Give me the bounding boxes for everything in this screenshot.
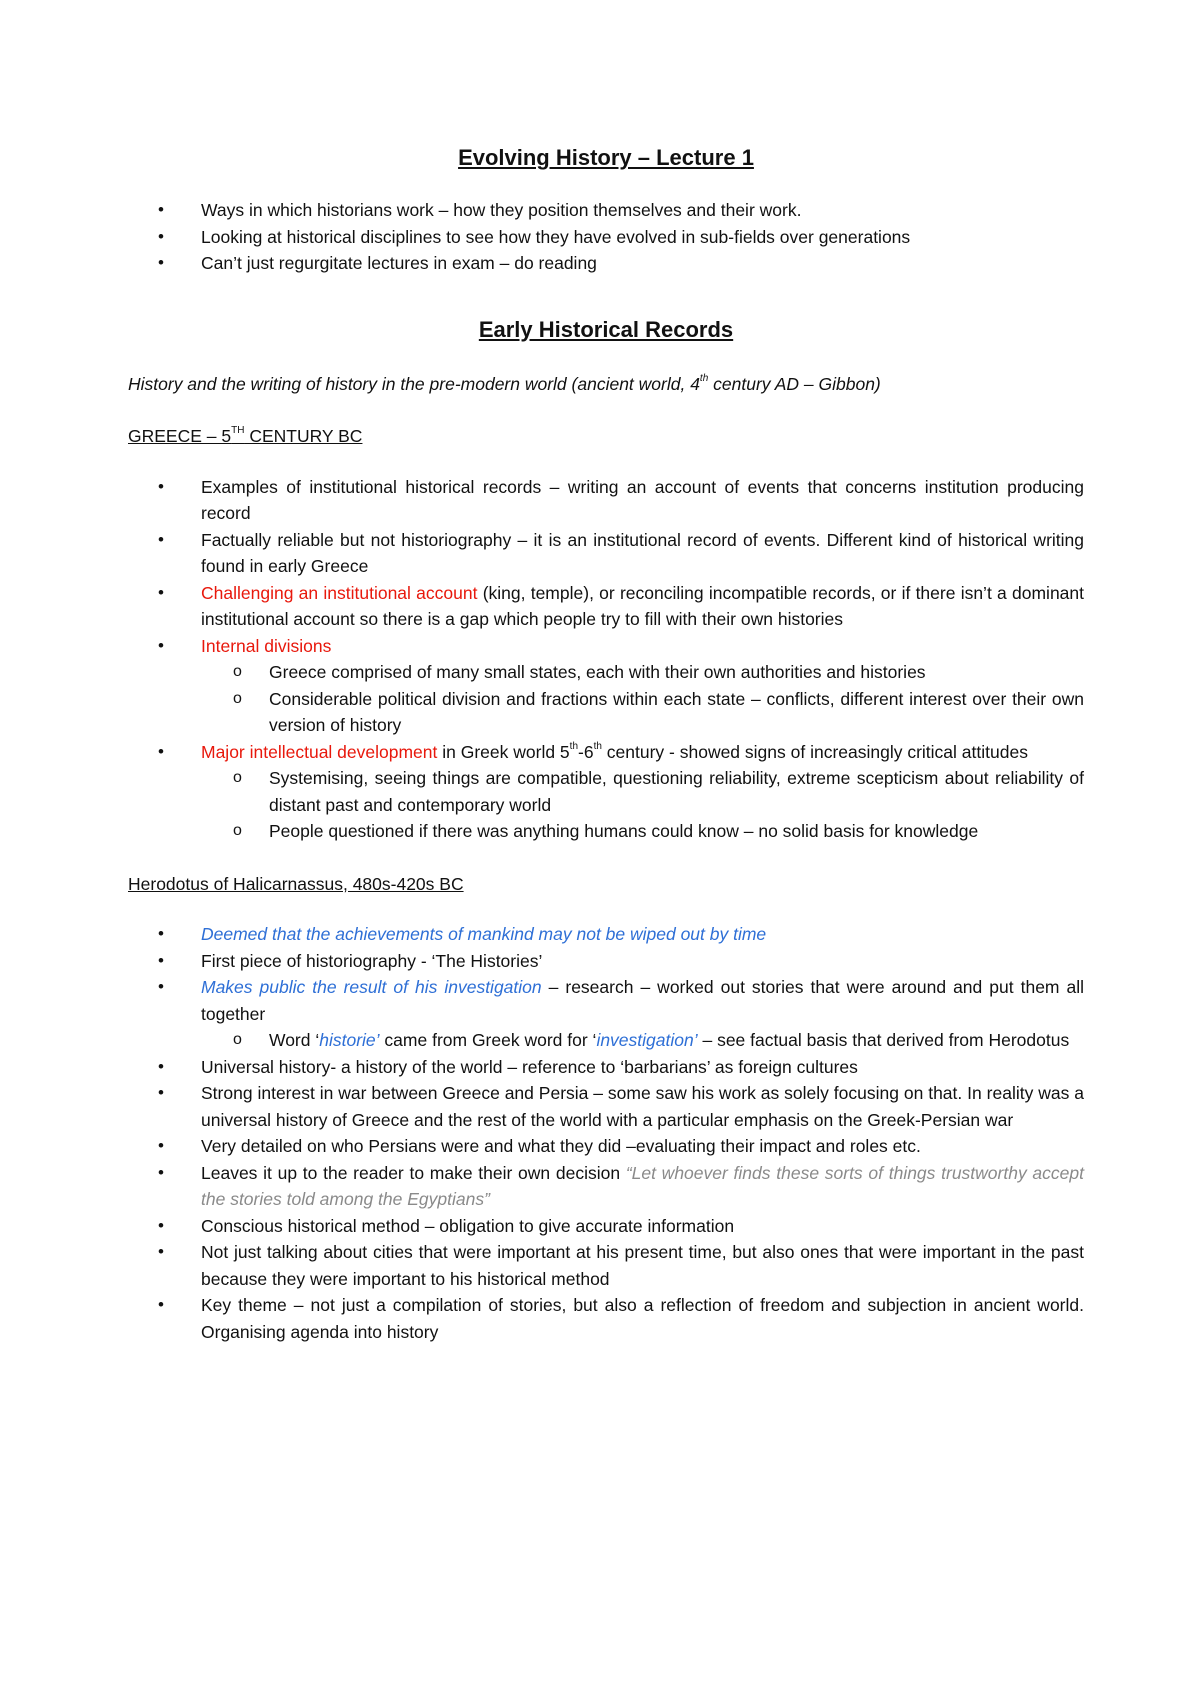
highlight-red: Challenging an institutional account (201, 582, 478, 603)
superscript: th (699, 372, 709, 384)
list-item (128, 974, 1084, 1054)
greece-bullet-list (128, 474, 1084, 845)
list-item: • Ways in which historians work – how they position themselves and their work. (128, 197, 1084, 224)
document-body (128, 143, 1084, 1345)
highlight-red: Internal divisions (201, 635, 332, 656)
list-item (128, 580, 1084, 633)
heading-text: CENTURY BC (244, 426, 363, 446)
page-title: Evolving History – Lecture 1 (458, 145, 754, 170)
item-text: (king, temple), or reconciling incompatible records, or if there isn’t a dominant institutional account so there is a gap which people try to fill with their own histories (201, 582, 1085, 629)
list-item: • Conscious historical method – obligation to give accurate information (128, 1213, 1084, 1240)
list-item: • Not just talking about cities that were important at his present time, but also ones that were important in the past because they were important to his historical method (128, 1239, 1084, 1292)
item-text: -6 (578, 741, 594, 762)
item-text: came from Greek word for ‘ (379, 1030, 597, 1050)
item-text: – see factual basis that derived from Herodotus (697, 1030, 1070, 1050)
list-item: • Examples of institutional historical records – writing an account of events that concerns institution producing record (128, 474, 1084, 527)
superscript: th (593, 740, 602, 752)
superscript: th (569, 740, 579, 752)
herodotus-heading: Herodotus of Halicarnassus, 480s-420s BC (128, 873, 464, 894)
greece-heading (128, 423, 1084, 450)
sub-list (196, 765, 1084, 845)
item-text: century - showed signs of increasingly critical attitudes (601, 741, 1028, 762)
item-text: – research – worked out stories that were around and put them all together (201, 977, 1085, 1024)
list-item: • Universal history- a history of the world – reference to ‘barbarians’ as foreign cultures (128, 1054, 1084, 1081)
intro-text: History and the writing of history in the pre-modern world (ancient world, 4 (128, 373, 700, 394)
item-text: Word ‘ (269, 1030, 320, 1050)
highlight-blue: historie’ (319, 1030, 380, 1050)
list-item: • Key theme – not just a compilation of stories, but also a reflection of freedom and subjection in ancient world. Organising agenda into history (128, 1292, 1084, 1345)
list-item: • Looking at historical disciplines to see how they have evolved in sub-fields over generations (128, 224, 1084, 251)
highlight-blue: Makes public the result of his investigation (201, 977, 542, 997)
highlight-blue: Deemed that the achievements of mankind may not be wiped out by time (201, 924, 767, 944)
herodotus-bullet-list (128, 921, 1084, 1345)
item-text: in Greek world 5 (437, 741, 570, 762)
highlight-blue: investigation’ (596, 1030, 698, 1050)
list-item: • Strong interest in war between Greece and Persia – some saw his work as solely focusing on that. In reality was a universal history of Greece and the rest of the world with a particular emphasis on the Greek-Persian war (128, 1080, 1084, 1133)
superscript: TH (231, 425, 245, 437)
item-text: Leaves it up to the reader to make their own decision (201, 1162, 626, 1183)
sub-list-item (196, 1027, 1084, 1054)
highlight-red: Major intellectual development (201, 741, 438, 762)
intro-bullet-list (128, 197, 1084, 277)
sub-list-item: o People questioned if there was anything humans could know – no solid basis for knowledge (196, 818, 1084, 845)
list-item (128, 1160, 1084, 1213)
sub-list-item: o Systemising, seeing things are compatible, questioning reliability, extreme scepticism about reliability of distant past and contemporary world (196, 765, 1084, 818)
sub-list (196, 1027, 1084, 1054)
list-item (128, 633, 1084, 739)
quote-grey: “Let whoever finds these sorts of things trustworthy accept the stories told among the Egyptians” (201, 1162, 1084, 1209)
section-title: Early Historical Records (478, 316, 734, 342)
sub-list (196, 659, 1084, 739)
list-item: • Factually reliable but not historiography – it is an institutional record of events. Different kind of historical writing found in early Greece (128, 527, 1084, 580)
heading-text: GREECE – 5 (128, 426, 232, 446)
sub-list-item: o Greece comprised of many small states, each with their own authorities and histories (196, 659, 1084, 686)
list-item (128, 739, 1084, 845)
list-item: • First piece of historiography - ‘The Histories’ (128, 948, 1084, 975)
list-item: • Can’t just regurgitate lectures in exam – do reading (128, 250, 1084, 277)
sub-list-item: o Considerable political division and fractions within each state – conflicts, different interest over their own version of history (196, 686, 1084, 739)
list-item: • Very detailed on who Persians were and what they did –evaluating their impact and roles etc. (128, 1133, 1084, 1160)
list-item (128, 921, 1084, 948)
intro-text: century AD – Gibbon) (708, 373, 881, 394)
section-intro (128, 371, 1084, 398)
